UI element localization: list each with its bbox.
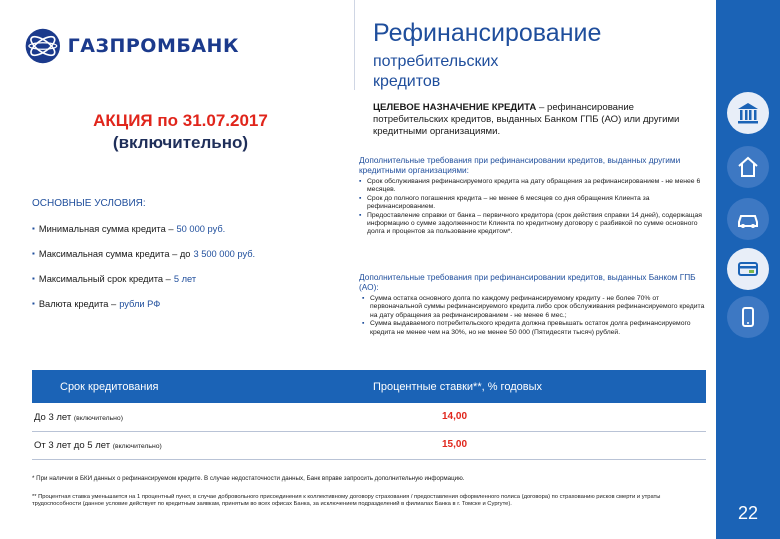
req-other-item: ▪ Предоставление справки от банка – первичного кредитора (срок действия справки 14 дней), содержащая информацию о сумме задолженности Клиента по кредитному договору с разбивкой по сумме основного долга и процентов за пользование кредитом*. <box>359 211 702 236</box>
brand-name: ГАЗПРОМБАНК <box>67 35 239 57</box>
car-icon <box>727 198 769 240</box>
req-other-item: ▪ Срок до полного погашения кредита – не менее 6 месяцев со дня обращения Клиента за рефинансированием. <box>359 194 650 211</box>
rate-value: 15,00 <box>442 439 468 450</box>
purpose-text <box>373 102 708 138</box>
rates-col-term: Срок кредитования <box>60 381 159 393</box>
footnote-2: ** Процентная ставка уменьшается на 1 процентный пункт, в случае добровольного присоединения к коллективному договору страхования / предоставления оформленного полиса (договора) по страхованию рисков смерти и утраты трудоспособности (данное условие действует по кредитным заявкам, принятым во всех офисах Банка, за исключением подразделений в филиалах Банка в г. Томске и Сургуте). <box>32 494 661 507</box>
title-sub: потребительских кредитов <box>373 53 499 90</box>
purpose-body: – рефинансирование потребительских кредитов, выданных Банком ГПБ (АО) или другими кредитными организациями. <box>373 102 680 137</box>
conditions-title: ОСНОВНЫЕ УСЛОВИЯ: <box>32 198 146 209</box>
rate-term-note: (включительно) <box>112 443 162 450</box>
req-gpb-item: ▪ Сумма выдаваемого потребительского кредита должна превышать остаток долга рефинансируемого кредита не менее чем на 30%, но не менее 50 000 (Пятидесяти тысяч) рублей. <box>362 320 691 336</box>
promo-title: АКЦИЯ по 31.07.2017 <box>93 111 268 130</box>
gazprombank-logo <box>24 22 239 70</box>
condition-item: ▪ Максимальный срок кредита – 5 лет <box>32 274 342 284</box>
header-divider <box>354 0 355 90</box>
rate-term-note: (включительно) <box>73 415 123 422</box>
req-gpb-heading: Дополнительные требования при рефинансировании кредитов, выданных Банком ГПБ (АО): <box>359 272 696 292</box>
gazprombank-logo-icon <box>24 23 62 69</box>
conditions-list <box>32 224 342 324</box>
row-divider <box>32 459 706 460</box>
purpose-label: ЦЕЛЕВОЕ НАЗНАЧЕНИЕ КРЕДИТА <box>373 102 537 113</box>
page-number: 22 <box>737 503 759 523</box>
table-row <box>32 403 706 431</box>
promo-subtitle: (включительно) <box>112 133 249 152</box>
phone-icon <box>727 296 769 338</box>
condition-item: ▪ Валюта кредита – рубли РФ <box>32 299 342 309</box>
house-icon <box>727 146 769 188</box>
table-row <box>32 431 706 459</box>
bank-icon <box>727 92 769 134</box>
rate-term: От 3 лет до 5 лет <box>34 440 111 451</box>
title-main: Рефинансирование <box>373 19 602 47</box>
req-gpb-item: ▪ Сумма остатка основного долга по каждому рефинансируемому кредиту - не более 70% от первоначальной суммы рефинансируемого кредита либо срок обслуживания рефинансируемого кредита на дату обращения за рефинансированием - не менее 6 мес.; <box>362 295 705 319</box>
page-title <box>373 18 673 92</box>
req-other-item: ▪ Срок обслуживания рефинансируемого кредита на дату обращения за рефинансированием - не менее 6 месяцев. <box>359 178 701 194</box>
condition-item: ▪ Максимальная сумма кредита – до 3 500 000 руб. <box>32 249 342 259</box>
card-icon <box>727 248 769 290</box>
req-gpb-list <box>362 295 707 337</box>
condition-item: ▪ Минимальная сумма кредита – 50 000 руб. <box>32 224 342 234</box>
req-other-list <box>359 178 704 237</box>
footnote-1: * При наличии в БКИ данных о рефинансируемом кредите. В случае недостаточности данных, Банк вправе запросить дополнительную информацию. <box>32 475 465 482</box>
rate-term: До 3 лет <box>34 412 72 423</box>
rates-col-rate: Процентные ставки**, % годовых <box>373 381 542 393</box>
rate-value: 14,00 <box>442 411 468 422</box>
req-other-heading: Дополнительные требования при рефинансировании кредитов, выданных другими кредитными организациями: <box>359 155 681 175</box>
promo-block <box>58 110 303 154</box>
rates-header <box>32 370 706 403</box>
